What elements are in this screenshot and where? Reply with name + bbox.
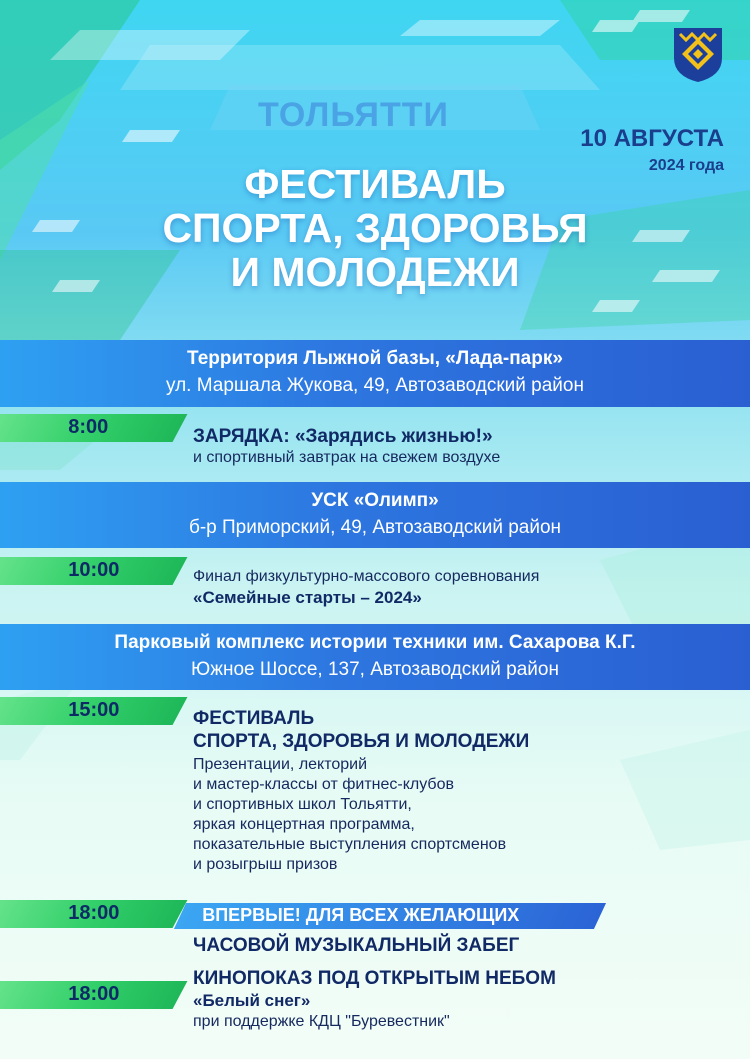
- event-desc-line: показательные выступления спортсменов: [193, 836, 507, 853]
- event-title: КИНОПОКАЗ ПОД ОТКРЫТЫМ НЕБОМ: [193, 968, 556, 989]
- city-watermark: ТОЛЬЯТТИ: [258, 96, 449, 134]
- event-title-2: СПОРТА, ЗДОРОВЬЯ И МОЛОДЕЖИ: [193, 731, 530, 752]
- event-title: ЗАРЯДКА: «Зарядись жизнью!»: [193, 426, 493, 447]
- time-badge: [0, 414, 187, 442]
- time-badge: [0, 981, 187, 1009]
- event-family-starts: [193, 567, 539, 609]
- date-year: 2024 года: [648, 157, 724, 174]
- event-desc-line: яркая концертная программа,: [193, 816, 415, 833]
- title-line-3: И МОЛОДЕЖИ: [230, 249, 520, 295]
- event-desc-line: Презентации, лекторий: [193, 756, 368, 773]
- time-label: 18:00: [68, 983, 120, 1005]
- time-badge: [0, 900, 187, 928]
- time-label: 15:00: [68, 699, 120, 721]
- venue-address: ул. Маршала Жукова, 49, Автозаводский район: [166, 375, 584, 396]
- time-label: 10:00: [68, 559, 120, 581]
- event-desc-line: и розыгрыш призов: [193, 856, 338, 873]
- time-badge: [0, 557, 187, 585]
- venue-band-3: [0, 624, 750, 690]
- tag-label: ВПЕРВЫЕ! ДЛЯ ВСЕХ ЖЕЛАЮЩИХ: [202, 905, 520, 925]
- event-morning-exercise: [193, 425, 500, 468]
- date-day: 10 АВГУСТА: [580, 125, 724, 152]
- event-line-2: «Семейные старты – 2024»: [193, 588, 422, 607]
- event-open-air-cinema: [193, 967, 556, 1032]
- event-title: ЧАСОВОЙ МУЗЫКАЛЬНЫЙ ЗАБЕГ: [193, 935, 520, 956]
- first-time-tag: [174, 903, 606, 929]
- venue-address: б-р Приморский, 49, Автозаводский район: [188, 517, 562, 538]
- venue-name: Территория Лыжной базы, «Лада-парк»: [187, 348, 563, 369]
- time-label: 18:00: [68, 902, 120, 924]
- title-line-1: ФЕСТИВАЛЬ: [244, 161, 506, 207]
- event-description: и спортивный завтрак на свежем воздухе: [193, 449, 501, 466]
- event-festival: [193, 707, 529, 875]
- venue-name: Парковый комплекс истории техники им. Сахарова К.Г.: [114, 632, 636, 653]
- tolyatti-coat-of-arms-icon: [668, 24, 728, 84]
- title-line-2: СПОРТА, ЗДОРОВЬЯ: [162, 205, 588, 251]
- event-desc-line: и спортивных школ Тольятти,: [193, 796, 412, 813]
- event-music-run: [193, 934, 519, 957]
- event-title-1: ФЕСТИВАЛЬ: [193, 708, 315, 729]
- time-badge: [0, 697, 187, 725]
- time-label: 8:00: [68, 416, 109, 438]
- venue-band-1: [0, 340, 750, 407]
- event-desc-line: и мастер-классы от фитнес-клубов: [193, 776, 454, 793]
- film-title: «Белый снег»: [193, 991, 311, 1010]
- support-note: при поддержке КДЦ "Буревестник": [193, 1013, 450, 1030]
- poster-title: [0, 162, 750, 294]
- venue-name: УСК «Олимп»: [311, 490, 439, 511]
- venue-address: Южное Шоссе, 137, Автозаводский район: [191, 659, 559, 680]
- venue-band-2: [0, 482, 750, 548]
- event-line-1: Финал физкультурно-массового соревнования: [193, 568, 540, 585]
